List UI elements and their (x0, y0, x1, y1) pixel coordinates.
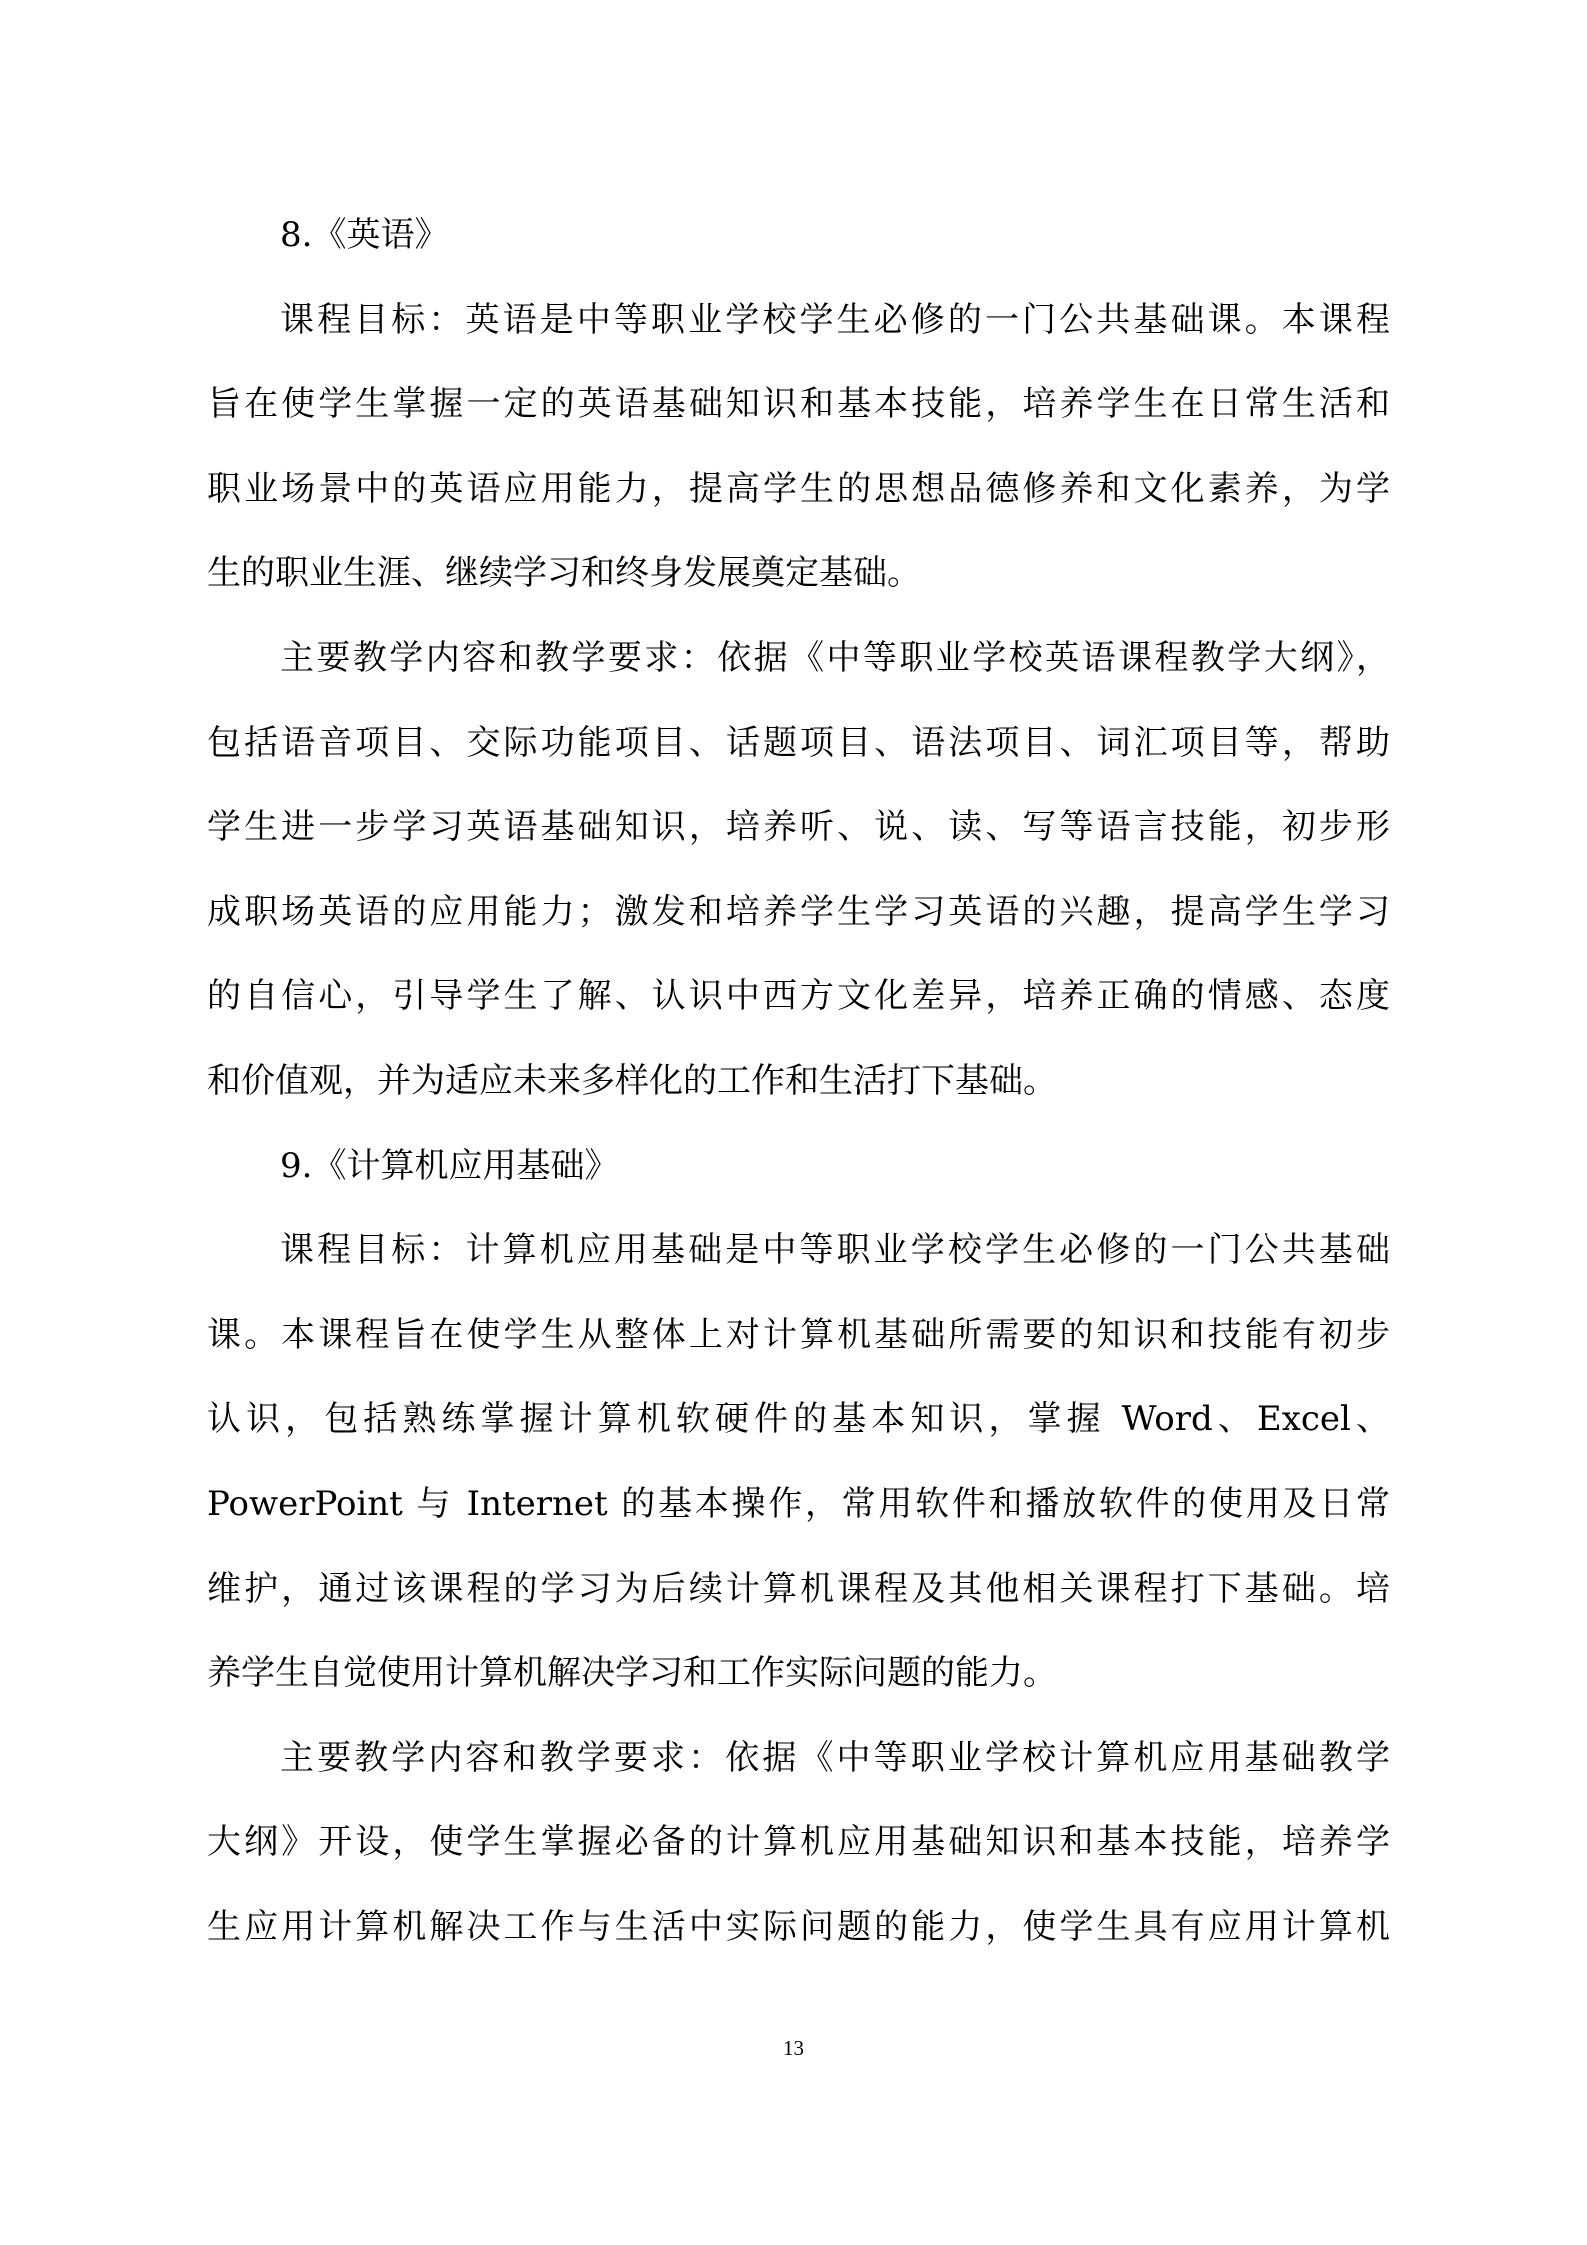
paragraph-line: 学生进一步学习英语基础知识，培养听、说、读、写等语言技能，初步形 (207, 807, 1390, 848)
paragraph-line: 主要教学内容和教学要求：依据《中等职业学校计算机应用基础教学 (280, 1737, 1390, 1778)
paragraph-line: 生的职业生涯、继续学习和终身发展奠定基础。 (207, 553, 921, 594)
paragraph-line: 认识，包括熟练掌握计算机软硬件的基本知识，掌握 Word、Excel、 (207, 1399, 1390, 1440)
page-body (207, 193, 1390, 1969)
paragraph-line: 大纲》开设，使学生掌握必备的计算机应用基础知识和基本技能，培养学 (207, 1822, 1390, 1863)
section-heading-english: 8.《英语》 (280, 215, 449, 255)
paragraph-line: PowerPoint 与 Internet 的基本操作，常用软件和播放软件的使用及日常 (207, 1483, 1390, 1524)
paragraph-line: 课。本课程旨在使学生从整体上对计算机基础所需要的知识和技能有初步 (207, 1314, 1390, 1355)
page-number: 13 (783, 2036, 804, 2060)
paragraph-line: 成职场英语的应用能力；激发和培养学生学习英语的兴趣，提高学生学习 (207, 891, 1390, 932)
paragraph-line: 职业场景中的英语应用能力，提高学生的思想品德修养和文化素养，为学 (207, 468, 1390, 509)
paragraph-line: 课程目标：英语是中等职业学校学生必修的一门公共基础课。本课程 (280, 299, 1390, 340)
paragraph-line: 生应用计算机解决工作与生活中实际问题的能力，使学生具有应用计算机 (207, 1906, 1390, 1947)
paragraph-line: 包括语音项目、交际功能项目、话题项目、语法项目、词汇项目等，帮助 (207, 722, 1390, 763)
english-course-goal-paragraph (207, 278, 1390, 616)
paragraph-line: 旨在使学生掌握一定的英语基础知识和基本技能，培养学生在日常生活和 (207, 384, 1390, 425)
computer-course-goal-paragraph (207, 1208, 1390, 1716)
computer-teaching-content-paragraph (207, 1716, 1390, 1970)
paragraph-line: 养学生自觉使用计算机解决学习和工作实际问题的能力。 (207, 1653, 1057, 1694)
english-teaching-content-paragraph (207, 616, 1390, 1124)
paragraph-line: 课程目标：计算机应用基础是中等职业学校学生必修的一门公共基础 (280, 1230, 1390, 1271)
paragraph-line: 和价值观，并为适应未来多样化的工作和生活打下基础。 (207, 1060, 1057, 1101)
paragraph-line: 维护，通过该课程的学习为后续计算机课程及其他相关课程打下基础。培 (207, 1568, 1390, 1609)
paragraph-line: 主要教学内容和教学要求：依据《中等职业学校英语课程教学大纲》， (280, 637, 1390, 678)
paragraph-line: 的自信心，引导学生了解、认识中西方文化差异，培养正确的情感、态度 (207, 976, 1390, 1017)
section-heading-computer-basics: 9.《计算机应用基础》 (280, 1145, 619, 1186)
